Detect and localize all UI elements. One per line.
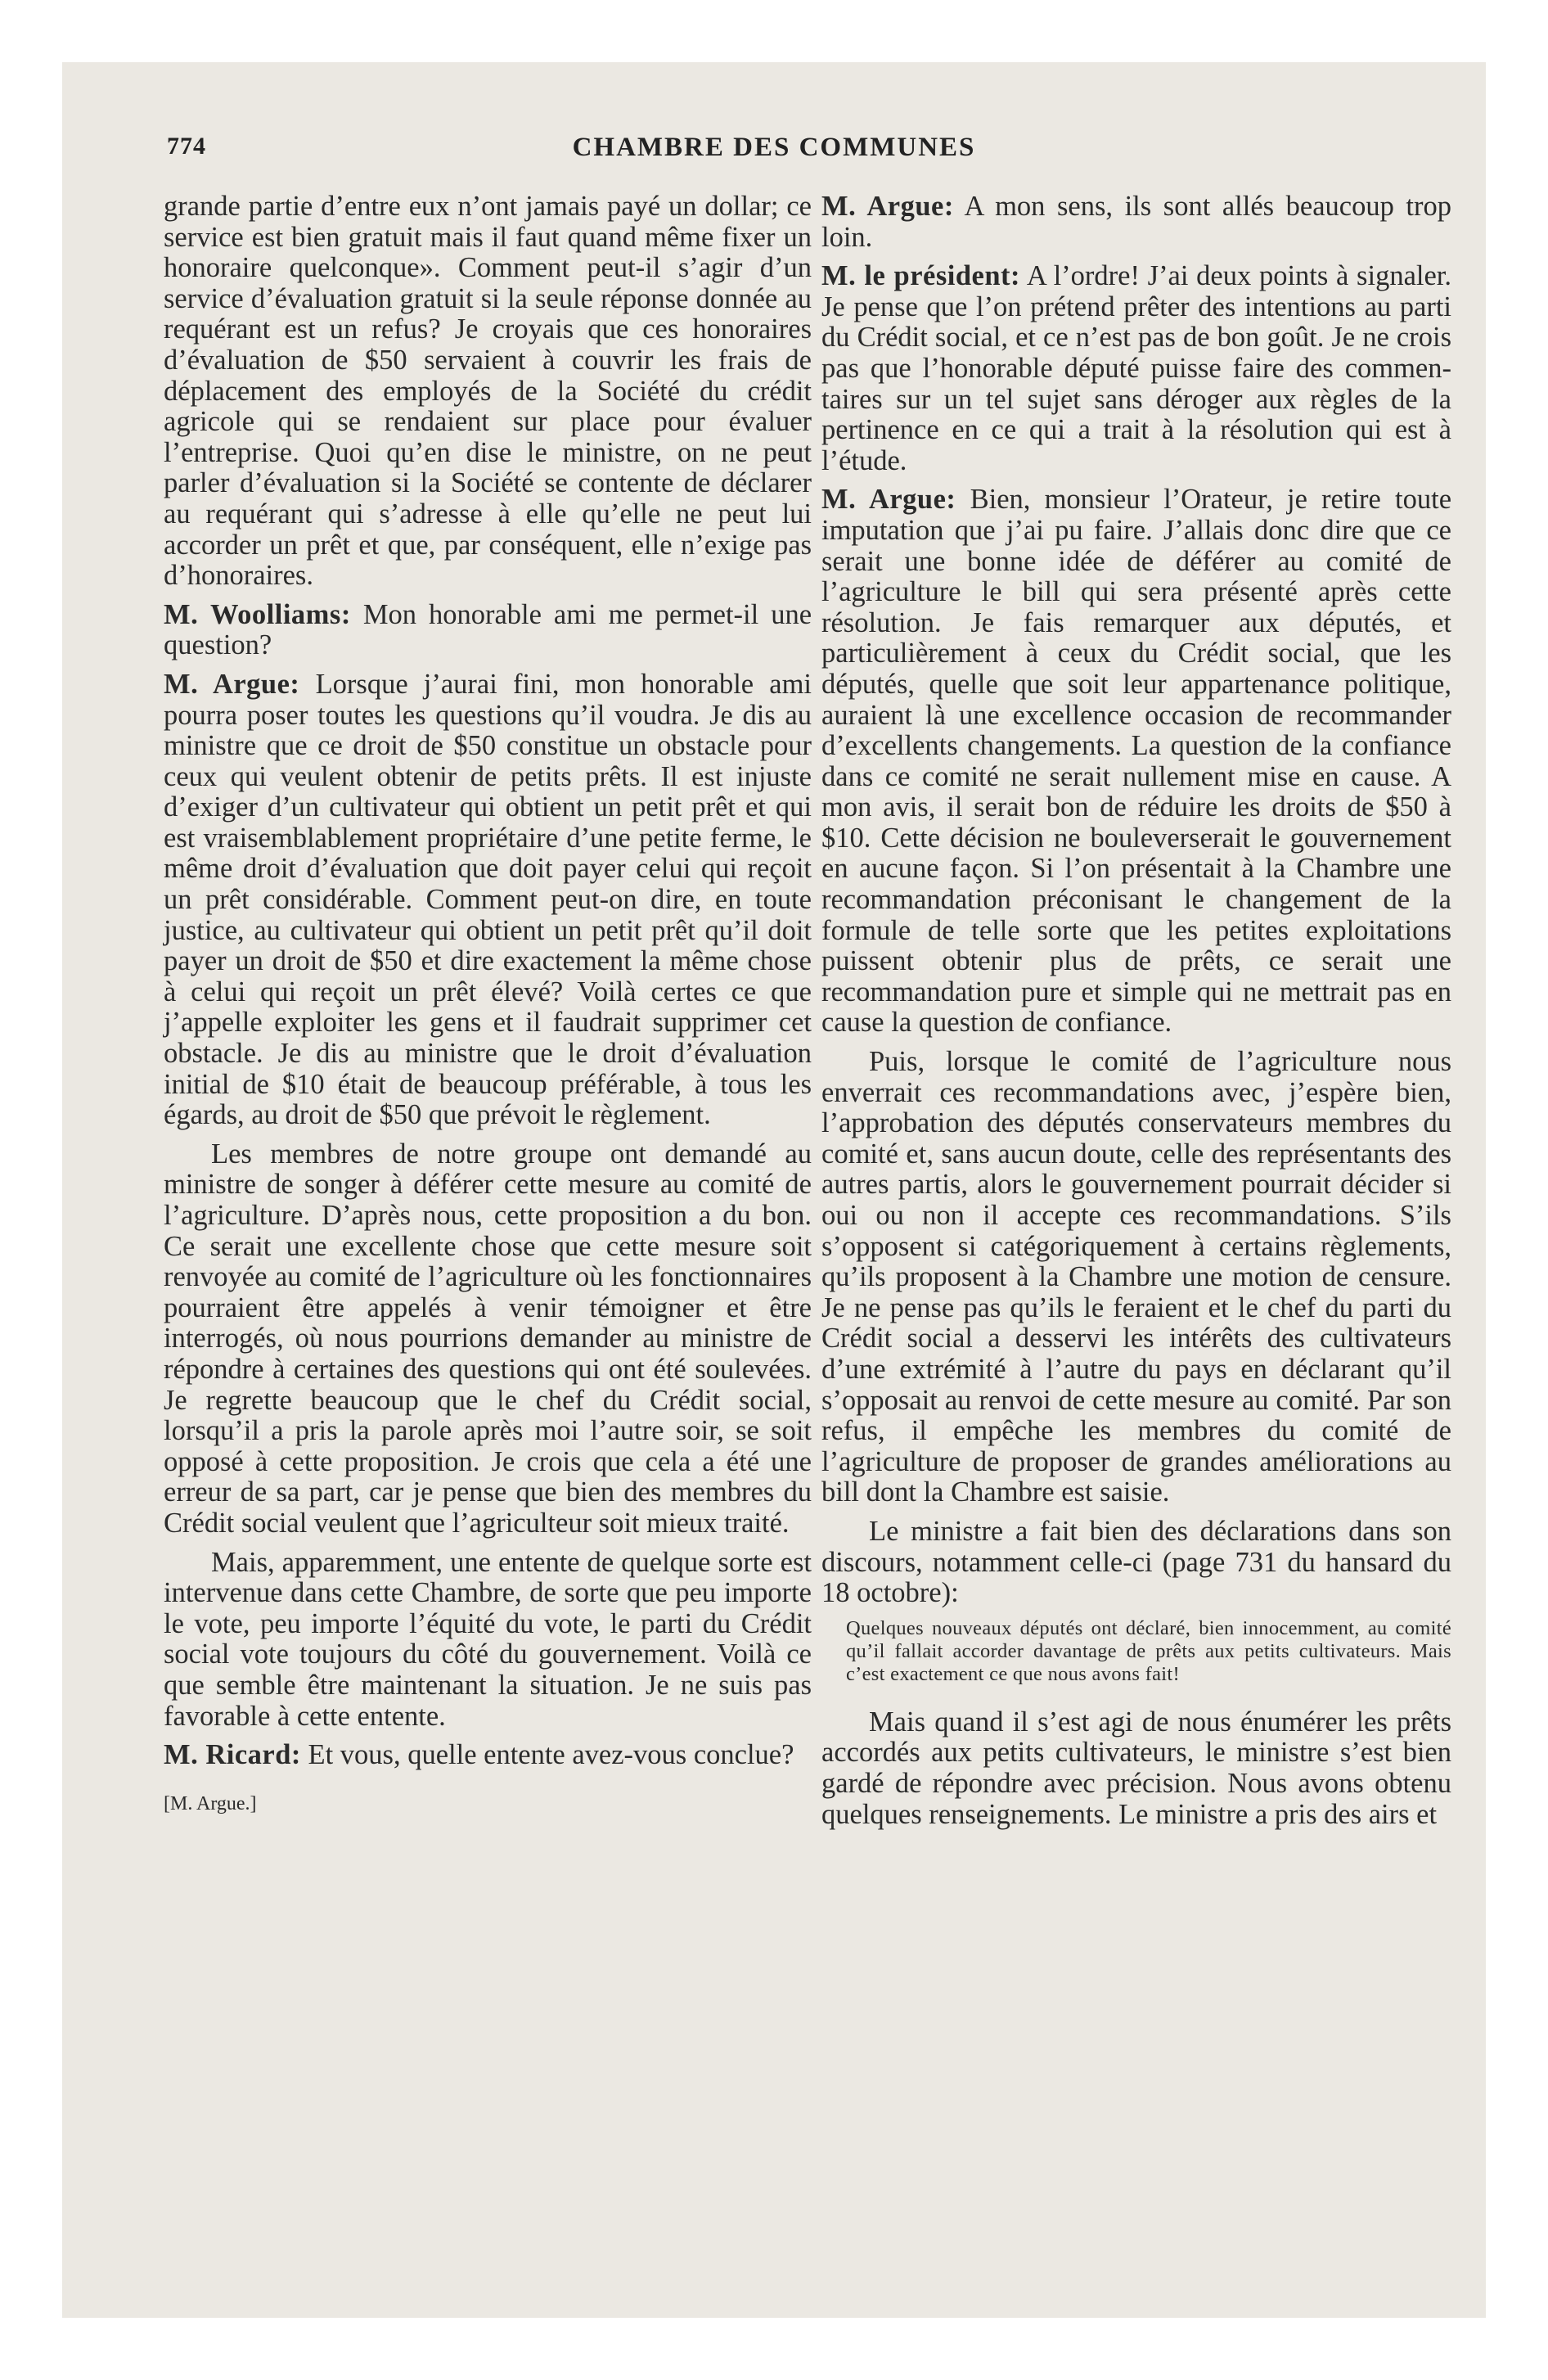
speech-argue — [821, 485, 1451, 1039]
paragraph: grande partie d’entre eux n’ont jamais payé un dollar; ce service est bien gratuit mais il faut quand même fixer un honoraire quelconque». Comment peut-il s’agir d’un service d’évaluation gratuit si la seule réponse donnée au requérant est un refus? Je croyais que ces honoraires d’évaluation de $50 servaient à couvrir les frais de déplacement des employés de la Société du crédit agricole qui se rendaient sur place pour évaluer l’entreprise. Quoi qu’en dise le ministre, on ne peut parler d’évaluation si la Société se contente de déclarer au requérant qui s’adresse à elle qu’elle ne peut lui accorder un prêt et que, par conséquent, elle n’exige pas d’honoraires. — [164, 191, 812, 592]
speech-president — [821, 261, 1451, 476]
speech-text: Bien, monsieur l’Orateur, je retire toute imputation que j’ai pu faire. J’allais donc dire que ce serait une bonne idée de déférer au comité de l’agriculture le bill qui sera présenté après cette résolution. Je fais remarquer aux députés, et particulièrement à ceux du Crédit social, que les députés, quelle que soit leur appartenance politique, auraient là une excellence occasion de recommander d’excellents changements. La question de la confiance dans ce comité ne serait nullement mise en cause. A mon avis, il serait bon de réduire les droits de $50 à $10. Cette décision ne bouleverserait le gouvernement en aucune façon. Si l’on présentait à la Chambre une recommandation préconisant le changement de la formule de telle sorte que les petites exploitations puissent obtenir plus de prêts, ce serait une recommandation pure et simple qui ne mettrait pas en cause la question de confiance. — [821, 484, 1452, 1039]
block-quote: Quelques nouveaux députés ont déclaré, bien innocemment, au comité qu’il fallait accorder davantage de prêts aux petits cultivateurs. Mais c’est exactement ce que nous avons fait! — [846, 1616, 1451, 1685]
paragraph: Le ministre a fait bien des déclarations dans son discours, notamment celle-ci (page 731 du hansard du 18 octobre): — [821, 1515, 1451, 1609]
speech-argue — [164, 669, 812, 1131]
page-number: 774 — [167, 133, 206, 160]
speaker-name: M. Argue: — [821, 484, 956, 516]
scanned-page — [62, 62, 1486, 2318]
continuation-reference: [M. Argue.] — [164, 1792, 257, 1814]
speech-text: A l’ordre! J’ai deux points à signaler. Je pense que l’on prétend prêter des intentions au parti du Crédit social, et ce n’est pas de bon goût. Je ne crois pas que l’honorable député puisse faire des commentaires sur un tel sujet sans déroger aux règles de la pertinence en ce qui a trait à la résolution qui est à l’étude. — [821, 260, 1451, 476]
speaker-name: M. Argue: — [821, 191, 954, 222]
speaker-name: M. le président: — [821, 260, 1021, 292]
speech-text: Mon honorable ami me permet-il une question? — [164, 598, 812, 661]
running-head — [62, 133, 1486, 172]
left-column — [164, 192, 812, 1828]
speech-text: Et vous, quelle entente avez-vous conclue? — [308, 1739, 794, 1771]
speech-text: A mon sens, ils sont allés beaucoup trop loin. — [821, 191, 1451, 253]
speaker-name: M. Ricard: — [164, 1739, 301, 1771]
right-column — [821, 192, 1451, 1838]
speech-woolliams — [164, 600, 812, 661]
paragraph: Puis, lorsque le comité de l’agriculture nous enverrait ces recommandations avec, j’espère bien, l’approbation des députés conservateurs membres du comité et, sans aucun doute, celle des représentants des autres partis, alors le gouvernement pourrait décider si oui ou non il accepte ces recommandations. S’ils s’opposent si catégoriquement à certains règlements, qu’ils proposent à la Chambre une motion de censure. Je ne pense pas qu’ils le feraient et le chef du parti du Crédit social a desservi les intérêts des cultivateurs d’une extrémité à l’autre du pays en déclarant qu’il s’opposait au renvoi de cette mesure au comité. Par son refus, il empêche les membres du comité de l’agriculture de proposer de grandes améliorations au bill dont la Chambre est saisie. — [821, 1046, 1451, 1508]
paragraph: Les membres de notre groupe ont demandé au ministre de songer à déférer cette mesure au comité de l’agriculture. D’après nous, cette proposition a du bon. Ce serait une excellente chose que cette mesure soit renvoyée au comité de l’agriculture où les fonctionnaires pourraient être appelés à venir témoigner et être interrogés, où nous pourrions demander au ministre de répondre à certaines des questions qui ont été soulevées. Je regrette beaucoup que le chef du Crédit social, lorsqu’il a pris la parole après moi l’autre soir, se soit opposé à cette proposition. Je crois que cela a été une erreur de sa part, car je pense que bien des membres du Crédit social veulent que l’agriculteur soit mieux traité. — [164, 1138, 812, 1539]
paragraph: Mais, apparemment, une entente de quelque sorte est intervenue dans cette Chambre, de sorte que peu importe le vote, peu importe l’équité du vote, le parti du Crédit social vote toujours du côté du gouvernement. Voilà ce que semble être maintenant la situation. Je ne suis pas favorable à cette entente. — [164, 1546, 812, 1732]
speech-argue — [821, 192, 1451, 253]
speaker-name: M. Woolliams: — [164, 598, 351, 630]
page-header: CHAMBRE DES COMMUNES — [572, 133, 976, 162]
paragraph: Mais quand il s’est agi de nous énumérer les prêts accordés aux petits cultivateurs, le ministre s’est bien gardé de répondre avec précision. Nous avons obtenu quelques renseignements. Le ministre a pris des airs et — [821, 1706, 1451, 1830]
speaker-name: M. Argue: — [164, 668, 300, 700]
speech-text: Lorsque j’aurai fini, mon honorable ami pourra poser toutes les questions qu’il voudra. Je dis au ministre que ce droit de $50 constitue un obstacle pour ceux qui veulent obtenir de petits prêts. Il est injuste d’exiger d’un cultivateur qui obtient un petit prêt et qui est vraisemblablement propriétaire d’une petite ferme, le même droit d’évaluation que doit payer celui qui reçoit un prêt considérable. Comment peut-on dire, en toute justice, au cultivateur qui obtient un petit prêt qu’il doit payer un droit de $50 et dire exactement la même chose à celui qui reçoit un prêt élevé? Voilà certes ce que j’appelle exploiter les gens et il faudrait supprimer cet obstacle. Je dis au ministre que le droit d’évaluation initial de $10 était de beaucoup préférable, à tous les égards, au droit de $50 que prévoit le règlement. — [164, 668, 812, 1131]
speech-ricard — [164, 1740, 812, 1771]
